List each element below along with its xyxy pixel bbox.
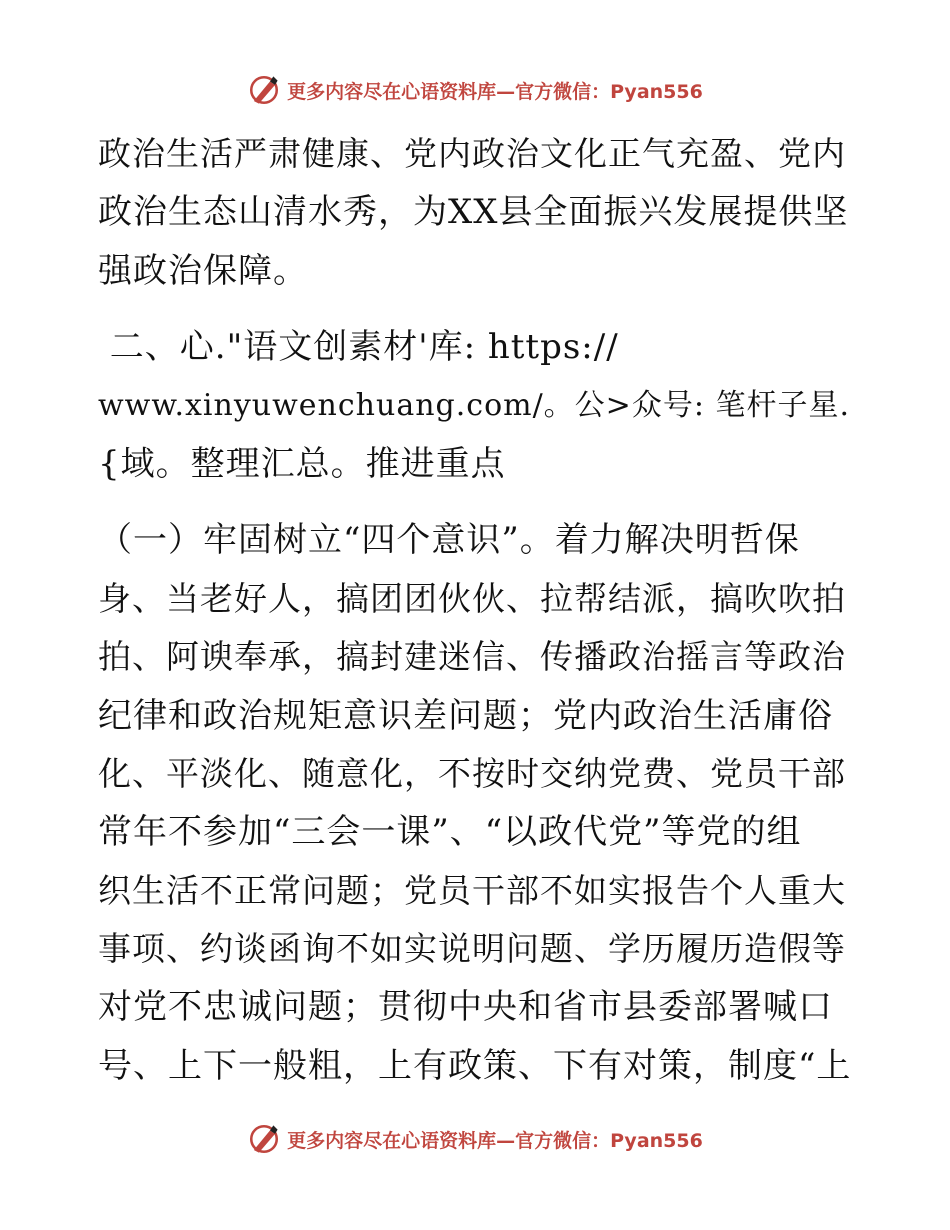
text-line: 常年不参加“三会一课”、“以政代党”等党的组 [98, 812, 802, 853]
text-line: 拍、阿谀奉承，搞封建迷信、传播政治摇言等政治 [98, 637, 846, 677]
text-line: 身、当老好人，搞团团伙伙、拉帮结派，搞吹吹拍 [98, 578, 846, 618]
text-line: （一）牢固树立“四个意识”。着力解决明哲保 [98, 520, 800, 561]
text-line: 事项、约谈函询不如实说明问题、学历履历造假等 [98, 929, 846, 969]
paragraph-conclusion [98, 125, 858, 300]
text-line: 化、平淡化、随意化，不按时交纳党费、党员干部 [98, 753, 846, 793]
section-heading [98, 318, 858, 493]
text-line: 强政治保障。 [98, 250, 308, 291]
header-banner [0, 70, 950, 110]
text-line: {域。整理汇总。推进重点 [98, 443, 506, 484]
footer-banner-text: 更多内容尽在心语资料库—官方微信：Pyan556 [287, 1129, 703, 1152]
text-line: 对党不忠诚问题；贯彻中央和省市县委部署喊口 [98, 987, 833, 1028]
footer-banner [0, 1119, 950, 1159]
text-line: 二、心."语文创素材'库: https:// [98, 327, 619, 368]
text-line: www.xinyuwenchuang.com/。公>众号: 笔杆子星. [98, 387, 850, 423]
text-line: 政治生活严肃健康、党内政治文化正气充盈、党内 [98, 134, 846, 173]
document-body [98, 125, 858, 1095]
header-banner-text: 更多内容尽在心语资料库—官方微信：Pyan556 [287, 80, 703, 103]
text-line: 号、上下一般粗，上有政策、下有对策，制度“上 [98, 1045, 852, 1086]
text-line: 政治生态山清水秀，为XX县全面振兴发展提供坚 [98, 192, 849, 233]
pen-logo-icon [247, 73, 281, 107]
pen-logo-icon [247, 1122, 281, 1156]
text-line: 织生活不正常问题；党员干部不如实报告个人重大 [98, 870, 846, 910]
paragraph-four-consciousness [98, 511, 858, 1095]
text-line: 纪律和政治规矩意识差问题；党内政治生活庸俗 [98, 695, 833, 736]
